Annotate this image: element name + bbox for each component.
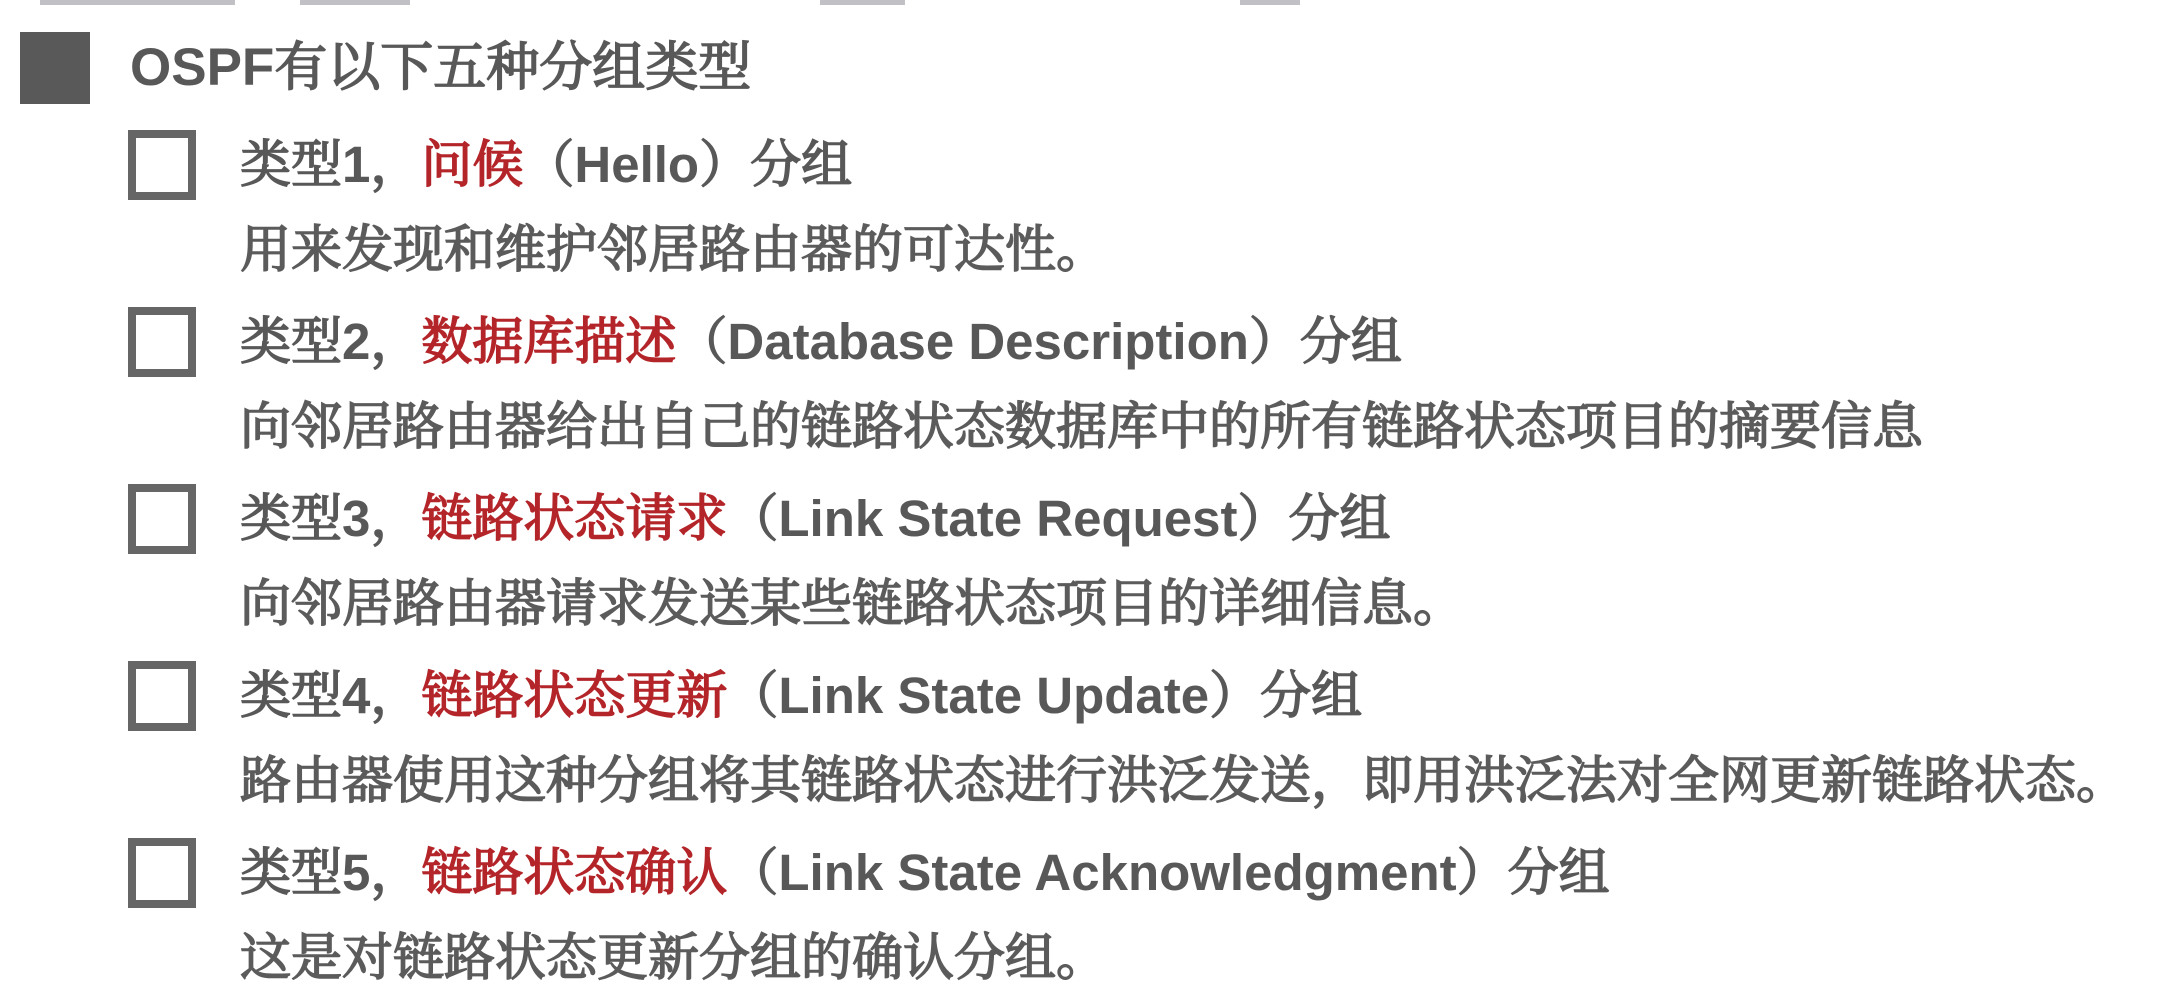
list-item	[0, 125, 2166, 295]
item-heading	[240, 479, 1391, 559]
item-prefix: 类型3，	[240, 490, 422, 547]
hollow-square-bullet-icon	[128, 661, 196, 731]
slide-title: OSPF有以下五种分组类型	[130, 38, 752, 97]
top-crop-artifact	[300, 0, 410, 5]
item-heading	[240, 833, 1610, 913]
item-prefix: 类型4，	[240, 667, 422, 724]
item-suffix: （Link State Update）分组	[727, 667, 1363, 724]
hollow-square-bullet-icon	[128, 838, 196, 908]
item-prefix: 类型5，	[240, 844, 422, 901]
item-highlight: 问候	[421, 136, 524, 193]
item-highlight: 链路状态请求	[421, 490, 728, 547]
item-description: 向邻居路由器给出自己的链路状态数据库中的所有链路状态项目的摘要信息	[240, 398, 1924, 455]
list-item	[0, 302, 2166, 472]
list-item	[0, 833, 2166, 1003]
top-crop-artifact	[40, 0, 235, 5]
hollow-square-bullet-icon	[128, 307, 196, 377]
item-suffix: （Database Description）分组	[676, 313, 1402, 370]
item-suffix: （Hello）分组	[523, 136, 853, 193]
item-description: 路由器使用这种分组将其链路状态进行洪泛发送，即用洪泛法对全网更新链路状态。	[240, 752, 2128, 809]
hollow-square-bullet-icon	[128, 484, 196, 554]
item-heading	[240, 656, 1362, 736]
item-highlight: 数据库描述	[421, 313, 677, 370]
item-highlight: 链路状态确认	[421, 844, 728, 901]
item-suffix: （Link State Acknowledgment）分组	[727, 844, 1610, 901]
item-prefix: 类型1，	[240, 136, 422, 193]
list-item	[0, 479, 2166, 649]
item-prefix: 类型2，	[240, 313, 422, 370]
item-description: 向邻居路由器请求发送某些链路状态项目的详细信息。	[240, 575, 1465, 632]
item-description: 用来发现和维护邻居路由器的可达性。	[240, 221, 1108, 278]
filled-square-bullet-icon	[20, 32, 90, 104]
item-description: 这是对链路状态更新分组的确认分组。	[240, 929, 1108, 986]
item-heading	[240, 302, 1402, 382]
top-crop-artifact	[820, 0, 905, 5]
list-item	[0, 656, 2166, 826]
item-highlight: 链路状态更新	[421, 667, 728, 724]
top-crop-artifact	[1240, 0, 1300, 5]
hollow-square-bullet-icon	[128, 130, 196, 200]
item-suffix: （Link State Request）分组	[727, 490, 1391, 547]
item-heading	[240, 125, 852, 205]
